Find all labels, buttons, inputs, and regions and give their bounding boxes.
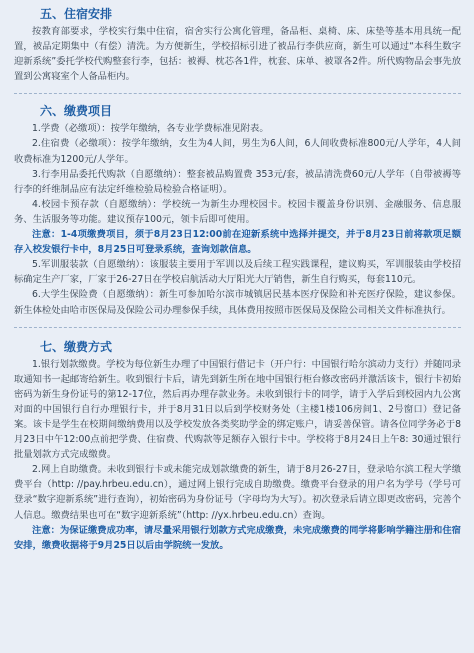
payment-note-lead: 注意： bbox=[32, 524, 60, 536]
fee-item-bedding: 3.行李用品委托代购款（自愿缴纳）：整套被品购置费 353元/套，被品清洗费60元/人学年（自带被褥等行李的纤维制品应有法定纤维检验局检验合格证明）。 bbox=[14, 168, 461, 195]
section-divider bbox=[14, 93, 461, 94]
fee-item-tuition: 1.学费（必缴项）：按学年缴纳，各专业学费标准见附表。 bbox=[32, 123, 269, 135]
payment-item-bank: 1.银行划款缴费。学校为每位新生办理了中国银行借记卡（开户行：中国银行哈尔滨动力支行）并随同录取通知书一起邮寄给新生。收到银行卡后，请先到新生所在地中国银行柜台修改密码并激活该卡，银行卡初始密码为新生身份证号的第12-17位，然后再办理存款业务。未收到银行卡的同学，请于入学后到校园内九公寓对面的中国银行自行办理银行卡，并于8月31日以后到学校财务处（主楼1楼106房间1、2号窗口）登记备案。该卡是学生在校期间缴纳费用以及学校发放各类奖助学金的绑定账户，请妥善保管。请各位同学务必于8月23日中午12:00点前把学费、住宿费、代购款等足额存入银行卡中。学校将于8月24日上午8: 30通过银行批量划款方式完成缴费。 bbox=[14, 358, 461, 461]
section-title-accommodation: 五、住宿安排 bbox=[40, 7, 113, 21]
accommodation-paragraph: 按教育部要求，学校实行集中住宿，宿舍实行公寓化管理，备品柜、桌椅、床、床垫等基本用具统一配置，被品定期集中（有偿）清洗。为方便新生，学校招标引进了被品行李供应商，新生可以通过“本科生数字迎新系统”委托学校代购整套行李，包括：被褥、枕芯各1件，枕套、床单、被罩各2件。所代购物品会事先放置到公寓寝室个人备品柜内。 bbox=[14, 26, 461, 83]
fee-item-military-uniform: 5.军训服装款（自愿缴纳）：该服装主要用于军训以及后续工程实践课程，建议购买，军训服装由学校招标确定生产厂家，厂家于26-27日在学校启航活动大厅阳光大厅销售，新生自行购买，每套110元。 bbox=[14, 259, 461, 286]
fee-note-lead: 注意： bbox=[32, 229, 61, 241]
fee-item-campus-card: 4.校园卡预存款（自愿缴纳）：学校统一为新生办理校园卡。校园卡覆盖身份识别、金融服务、信息服务、生活服务等功能。建议预存100元，领卡后即可使用。 bbox=[14, 198, 461, 225]
fee-note bbox=[14, 227, 461, 257]
section-title-payment: 七、缴费方式 bbox=[40, 339, 113, 354]
fee-item-accommodation: 2.住宿费（必缴项）：按学年缴纳，女生为4人间，男生为6人间，6人间收费标准800元/人学年，4人间收费标准为1200元/人学年。 bbox=[14, 138, 461, 165]
fee-note-text: 1-4项缴费项目，须于8月23日12:00前在迎新系统中选择并提交，并于8月23日前将款项足额存入校发银行卡中，8月25日可登录系统，查询划款信息。 bbox=[14, 229, 461, 256]
section-divider bbox=[14, 327, 461, 328]
payment-note-text: 为保证缴费成功率，请尽量采用银行划款方式完成缴费，未完成缴费的同学将影响学籍注册和住宿安排，缴费收据将于9月25日以后由学院统一发放。 bbox=[14, 524, 461, 551]
section-title-fees: 六、缴费项目 bbox=[40, 104, 113, 119]
payment-note bbox=[14, 523, 461, 553]
fee-item-insurance: 6.大学生保险费（自愿缴纳）：新生可参加哈尔滨市城镇居民基本医疗保险和补充医疗保险，建议参保。新生体检处由哈市医保局及保险公司办理参保手续，具体费用按照市医保局及保险公司相关文件标准执行。 bbox=[14, 289, 461, 316]
payment-item-online: 2.网上自助缴费。未收到银行卡或未能完成划款缴费的新生，请于8月26-27日，登录哈尔滨工程大学缴费平台（http: //pay.hrbeu.edu.cn），通过网上银行完成自助缴费。缴费平台登录的用户名为学号（学号可登录“数字迎新系统”进行查询），初始密码为身份证号（字母均为大写）。初次登录后请立即更改密码，完善个人信息。缴费结果也可在“数字迎新系统”（http: //yx.hrbeu.edu.cn）查询。 bbox=[14, 464, 461, 521]
